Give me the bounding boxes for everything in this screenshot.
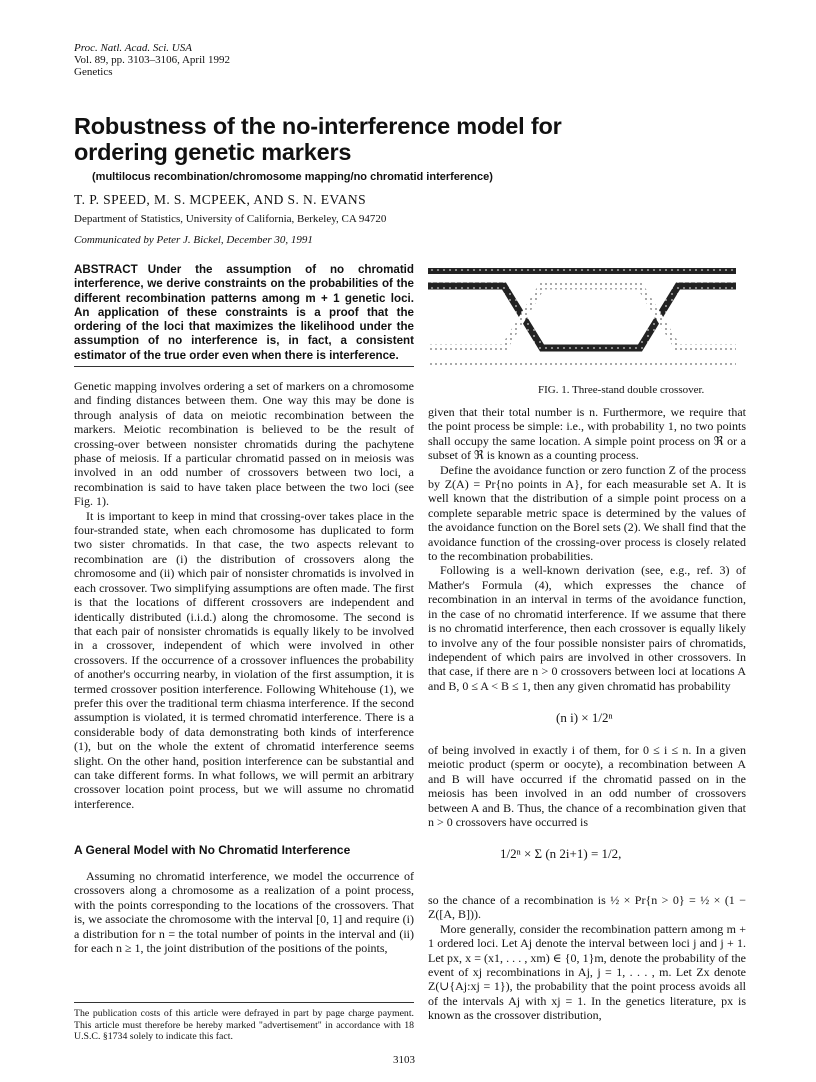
- page-number: 3103: [393, 1054, 415, 1066]
- paragraph: given that their total number is n. Furthermore, we require that the point process be simple: i.e., with probability 1, no two points shall occupy the same location. A simple point process on ℜ or a subset of ℜ is known as a counting process.: [428, 405, 746, 463]
- journal-header: [74, 42, 230, 78]
- paragraph: so the chance of a recombination is ½ × Pr{n > 0} = ½ × (1 − Z([A, B])).: [428, 893, 746, 922]
- equation-1: (n i) × 1/2ⁿ: [556, 710, 613, 725]
- paragraph: Assuming no chromatid interference, we model the occurrence of crossovers along a chromosome as a realization of a point process, with the points corresponding to the locations of the crossovers. That is, we associate the chromosome with the interval [0, 1] and require (i) a distribution for n = the total number of points in the interval and (ii) for each n ≥ 1, the joint distribution of the positions of the points,: [74, 869, 414, 956]
- paragraph: of being involved in exactly i of them, for 0 ≤ i ≤ n. In a given meiotic product (sperm or oocyte), a recombination between A and B will have occurred if the chromatid passed on in the meiosis has been involved in an odd number of crossovers between A and B. Thus, the chance of a recombination given that n > 0 crossovers have occurred is: [428, 743, 746, 830]
- abstract-label: ABSTRACT: [74, 263, 138, 276]
- chromatid-1: [428, 268, 736, 274]
- authors: T. P. SPEED, M. S. MCPEEK, AND S. N. EVANS: [74, 192, 366, 207]
- communicated-by: Communicated by Peter J. Bickel, December 30, 1991: [74, 234, 313, 246]
- footnote-divider: [74, 1002, 414, 1003]
- footnote: The publication costs of this article were defrayed in part by page charge payment. This article must therefore be hereby marked "advertisement" in accordance with 18 U.S.C. §1734 solely to indicate this fact.: [74, 1008, 414, 1043]
- journal-volume: Vol. 89, pp. 3103–3106, April 1992: [74, 54, 230, 66]
- paragraph: It is important to keep in mind that crossing-over takes place in the four-stranded state, when each chromosome has duplicated to form two sister chromatids. In that case, the two aspects relevant to recombination are (i) the distribution of crossovers along the chromosome and (ii) which pair of nonsister chromatids is involved in each crossover. Two simplifying assumptions are often made. The first is that the locations of different crossovers are independent and identically distributed (i.i.d.) along the chromosome. The second is that each pair of nonsister chromatids is equally likely to be involved in a crossover, independent of which were involved in other crossovers. If the occurrence of a crossover influences the probability of another's occurring nearby, in violation of the first assumption, it is termed crossover position interference. Following Whitehouse (1), we prefer this over the traditional term chiasma interference. If the second assumption is violated, it is termed chromatid interference. There is a considerable body of data demonstrating both kinds of interference (1), but on the whole the extent of chromatid interference seems slight. On the other hand, position interference can be substantial and can take different forms. In what follows, we will permit an arbitrary crossover location point process, but we will assume no chromatid interference.: [74, 508, 414, 811]
- chromatid-2: [428, 286, 736, 348]
- left-column: [74, 379, 414, 811]
- journal-section: Genetics: [74, 66, 113, 78]
- abstract-text: Under the assumption of no chromatid interference, we derive constraints on the probabilities of the different recombination patterns among m + 1 genetic loci. An application of these constraints is a proof that the ordering of the loci that maximizes the likelihood under the assumption of no interference is, in fact, a consistent estimator of the true order even when there is interference.: [74, 263, 414, 362]
- chromatid-3: [428, 286, 736, 348]
- paragraph: Following is a well-known derivation (see, e.g., ref. 3) of Mather's Formula (4), which expresses the chance of recombination in an interval in terms of the avoidance function, in the case of no chromatid interference. If we assume that there is no chromatid interference, then each crossover is equally likely to involve any of the four possible nonsister pairs of chromatids, independent of which pairs are involved in other crossovers. In that case, if there are n > 0 crossovers between loci at locations A and B, 0 ≤ A < B ≤ 1, then any given chromatid has probability: [428, 563, 746, 693]
- paragraph: Genetic mapping involves ordering a set of markers on a chromosome and finding distances between them. One way this may be done is through analysis of data on meiotic recombination between the markers. Meiotic recombination is believed to be the result of crossing-over between nonsister chromatids during the pachytene phase of meiosis. If a particular chromatid passed on in meiosis was involved in an odd number of crossovers between two loci, a recombination is said to have taken place between the two loci (see Fig. 1).: [74, 379, 414, 509]
- paragraph: More generally, consider the recombination pattern among m + 1 ordered loci. Let Aj denote the interval between loci j and j + 1. Let px, x = (x1, . . . , xm) ∈ {0, 1}m, denote the probability of the event of xj recombinations in Aj, j = 1, . . . , m. Let Zx denote Z(∪{Aj:xj = 1}), the probability that the point process avoids all of the intervals Aj with xj = 1. In the genetics literature, px is known as the crossover distribution,: [428, 921, 746, 1023]
- figure-caption: FIG. 1. Three-stand double crossover.: [538, 384, 705, 396]
- left-column-continued: [74, 869, 414, 955]
- figure-1-crossover: [424, 262, 742, 374]
- right-column-middle: [428, 743, 746, 829]
- affiliation: Department of Statistics, University of California, Berkeley, CA 94720: [74, 213, 387, 225]
- article-title: Robustness of the no-interference model for ordering genetic markers: [74, 113, 562, 165]
- abstract-divider: [74, 366, 414, 367]
- journal-name: Proc. Natl. Acad. Sci. USA: [74, 42, 192, 54]
- section-heading: A General Model with No Chromatid Interference: [74, 843, 351, 857]
- chromatid-4: [428, 362, 736, 368]
- equation-2: 1/2ⁿ × Σ (n 2i+1) = 1/2,: [500, 846, 622, 861]
- keywords: (multilocus recombination/chromosome mapping/no chromatid interference): [92, 171, 493, 183]
- abstract: [74, 263, 414, 363]
- right-column-top: [428, 405, 746, 693]
- right-column-bottom: [428, 893, 746, 1023]
- paragraph: Define the avoidance function or zero function Z of the process by Z(A) = Pr{no points in A}, for each measurable set A. It is well known that the distribution of a simple point process on a complete separable metric space is determined by the values of the avoidance function on the Borel sets (2). We shall find that the avoidance function of the crossing-over process is closely related to the recombination probabilities.: [428, 462, 746, 564]
